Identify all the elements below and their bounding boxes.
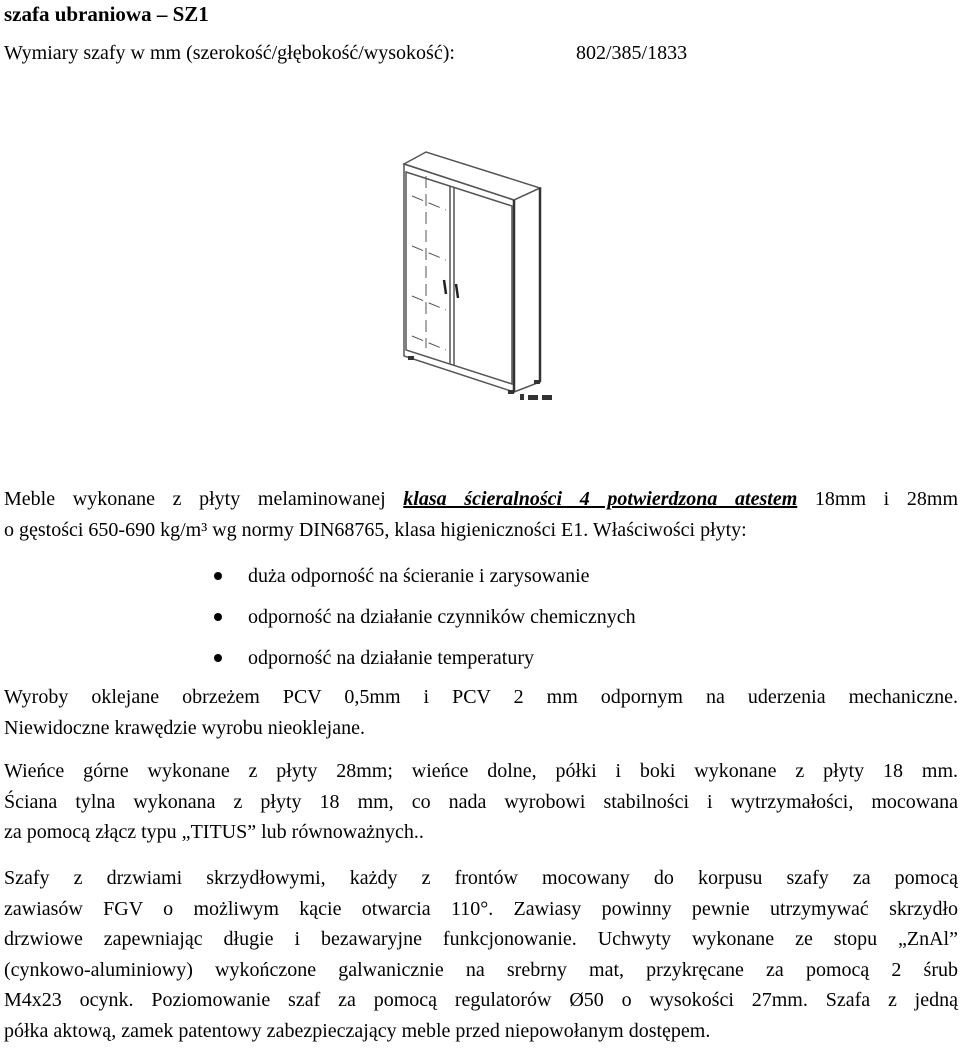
construction-line-1: Wieńce górne wykonane z płyty 28mm; wieńce dolne, półki i boki wykonane z płyty 18 mm. [4,760,958,782]
edging-line-1: Wyroby oklejane obrzeżem PCV 0,5mm i PCV 2 mm odpornym na uderzenia mechaniczne. [4,686,958,708]
bullet-icon [214,572,222,580]
list-item [208,561,636,602]
edging-description [4,682,958,743]
property-text: odporność na działanie czynników chemicznych [248,606,636,628]
edging-line-2: Niewidoczne krawędzie wyrobu nieoklejane. [4,716,365,739]
material-thickness: 18mm i 28mm [797,488,959,510]
list-item [208,643,636,684]
construction-description [4,756,958,848]
material-description [4,484,958,545]
construction-line-2: Ściana tylna wykonana z płyty 18 mm, co nada wyrobowi stabilności i wytrzymałości, mocowana [4,790,958,813]
doors-description [4,863,958,1046]
bullet-icon [214,613,222,621]
material-line-2: o gęstości 650-690 kg/m³ wg normy DIN68765, klasa higieniczności E1. Właściwości płyty: [4,518,747,541]
doors-line-5: M4x23 ocynk. Poziomowanie szaf za pomocą regulatorów Ø50 o wysokości 27mm. Szafa z jedną [4,989,958,1011]
property-text: odporność na działanie temperatury [248,647,534,669]
list-item [208,602,636,643]
material-line-1 [4,484,958,515]
doors-line-1: Szafy z drzwiami skrzydłowymi, każdy z frontów mocowany do korpusu szafy za pomocą [4,867,958,889]
doors-line-3: drzwiowe zapewniając długie i bezawaryjne funkcjonowanie. Uchwyty wykonane ze stopu „ZnAl” [4,928,958,950]
property-text: duża odporność na ścieranie i zarysowanie [248,565,590,587]
product-title: szafa ubraniowa – SZ1 [4,2,209,26]
construction-line-3: za pomocą złącz typu „TITUS” lub równoważnych.. [4,821,424,843]
dimensions-row [4,42,724,65]
doors-line-2: zawiasów FGV o możliwym kącie otwarcia 110°. Zawiasy powinny pewnie utrzymywać skrzydło [4,897,958,920]
board-properties-list [208,561,636,684]
dimensions-value: 802/385/1833 [576,42,688,64]
doors-line-6: półka aktową, zamek patentowy zabezpieczający meble przed niepowołanym dostępem. [4,1019,711,1042]
doors-line-4: (cynkowo-aluminiowy) wykończone galwanicznie na srebrny mat, przykręcane za pomocą 2 śrub [4,958,958,981]
material-text: Meble wykonane z płyty melaminowanej [4,488,404,510]
wardrobe-drawing [390,148,570,406]
abrasion-class-emphasis: klasa ścieralności 4 potwierdzona atestem [403,488,798,510]
dimensions-label: Wymiary szafy w mm (szerokość/głębokość/wysokość): [4,42,455,64]
bullet-icon [214,654,222,662]
